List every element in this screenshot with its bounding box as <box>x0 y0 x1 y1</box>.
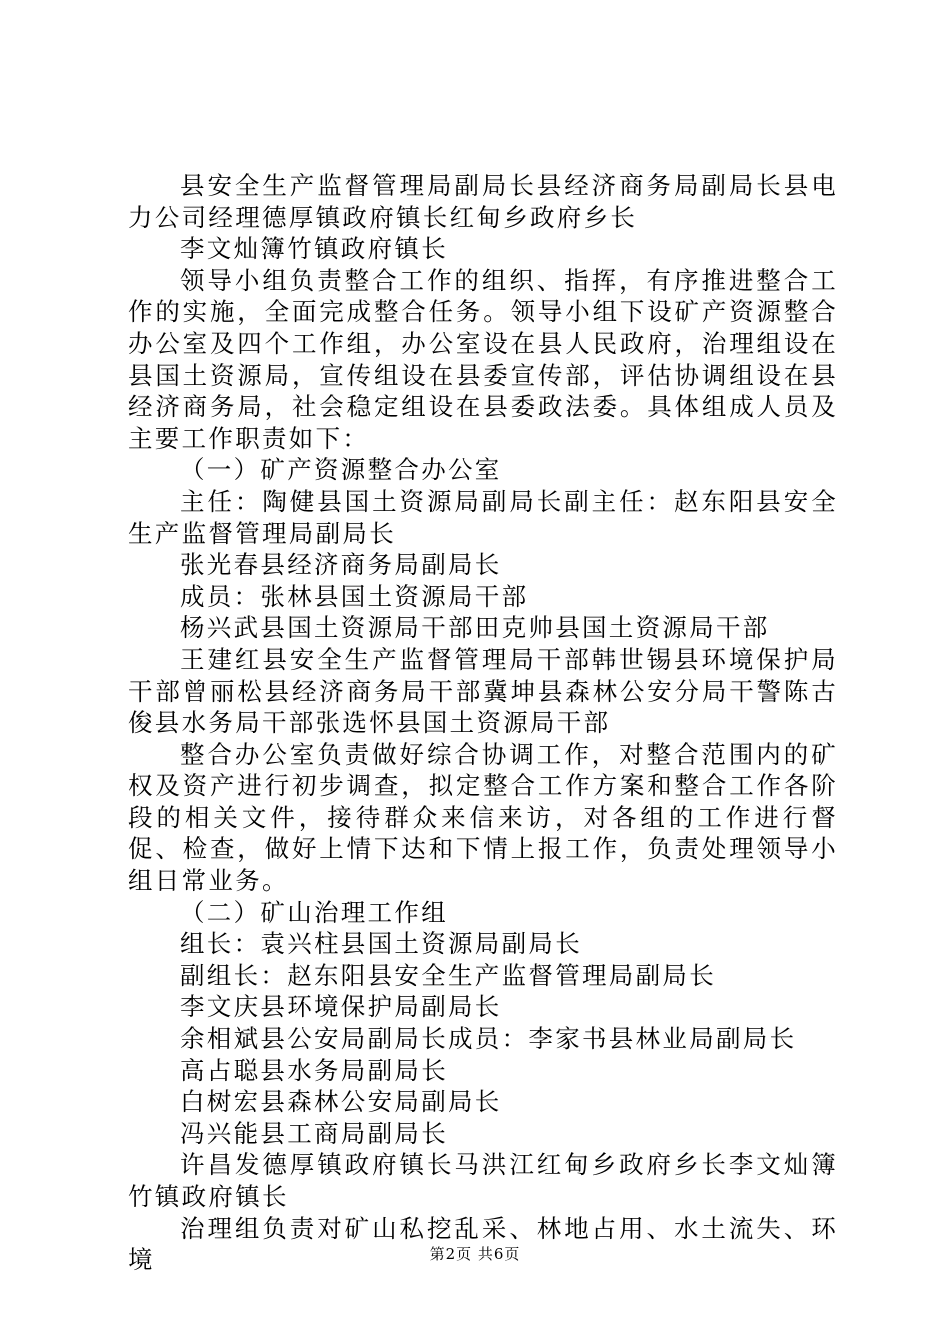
paragraph: 主任：陶健县国土资源局副局长副主任：赵东阳县安全生产监督管理局副局长 <box>128 486 838 548</box>
paragraph: 许昌发德厚镇政府镇长马洪江红甸乡政府乡长李文灿簿竹镇政府镇长 <box>128 1150 838 1211</box>
paragraph: 高占聪县水务局副局长 <box>180 1055 448 1085</box>
section-heading: （一）矿产资源整合办公室 <box>180 455 502 485</box>
paragraph: 治理组负责对矿山私挖乱采、林地占用、水土流失、环境 <box>128 1213 838 1275</box>
paragraph: 成员：张林县国土资源局干部 <box>180 581 529 611</box>
paragraph: 白树宏县森林公安局副局长 <box>180 1087 502 1117</box>
paragraph: 王建红县安全生产监督管理局干部韩世锡县环境保护局干部曾丽松县经济商务局干部冀坤县森林公安分局干警陈古俊县水务局干部张选怀县国土资源局干部 <box>128 644 838 738</box>
document-body <box>128 170 838 1276</box>
paragraph: 余相斌县公安局副局长成员：李家书县林业局副局长 <box>180 1024 797 1054</box>
paragraph: 县安全生产监督管理局副局长县经济商务局副局长县电力公司经理德厚镇政府镇长红甸乡政府乡长 <box>128 171 838 232</box>
paragraph: 冯兴能县工商局副局长 <box>180 1118 448 1148</box>
paragraph: 张光春县经济商务局副局长 <box>180 550 502 580</box>
paragraph: 杨兴武县国土资源局干部田克帅县国土资源局干部 <box>180 613 770 643</box>
paragraph: 李文灿簿竹镇政府镇长 <box>180 234 448 264</box>
paragraph: 领导小组负责整合工作的组织、指挥，有序推进整合工作的实施，全面完成整合任务。领导小组下设矿产资源整合办公室及四个工作组，办公室设在县人民政府，治理组设在县国土资源局，宣传组设在县委宣传部，评估协调组设在县经济商务局，社会稳定组设在县委政法委。具体组成人员及主要工作职责如下： <box>128 265 838 453</box>
paragraph: 李文庆县环境保护局副局长 <box>180 992 502 1022</box>
paragraph: 副组长：赵东阳县安全生产监督管理局副局长 <box>180 960 716 990</box>
page-footer: 第2页 共6页 <box>429 1245 521 1263</box>
paragraph: 组长：袁兴柱县国土资源局副局长 <box>180 929 582 959</box>
paragraph: 整合办公室负责做好综合协调工作，对整合范围内的矿权及资产进行初步调查，拟定整合工作方案和整合工作各阶段的相关文件，接待群众来信来访，对各组的工作进行督促、检查，做好上情下达和下情上报工作，负责处理领导小组日常业务。 <box>128 739 838 896</box>
section-heading: （二）矿山治理工作组 <box>180 897 448 927</box>
